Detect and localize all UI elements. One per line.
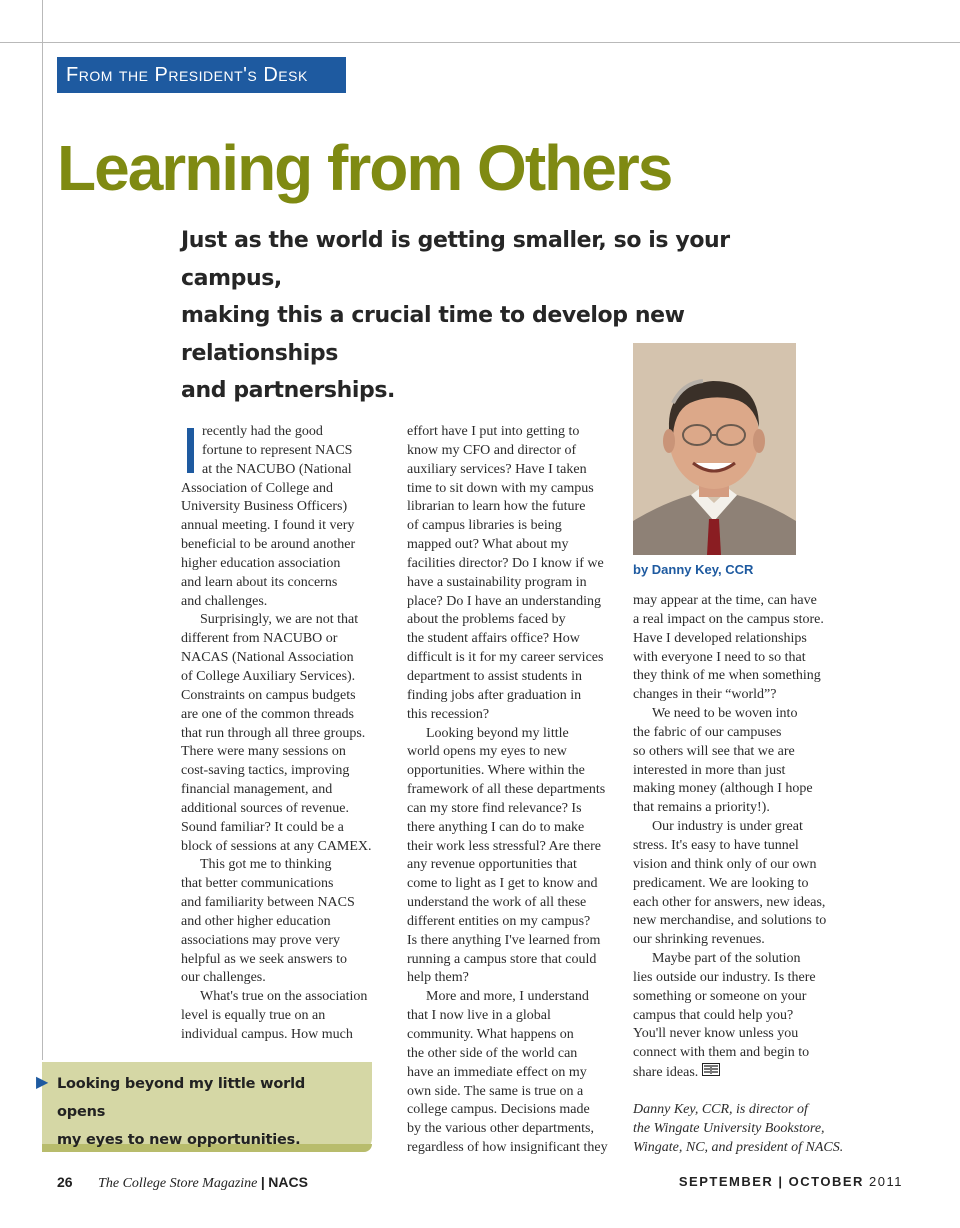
text-line: that I now live in a global (407, 1008, 551, 1024)
text-line: making money (although I hope (633, 781, 813, 797)
text-line: difficult is it for my career services (407, 650, 604, 666)
footer-left (57, 1174, 308, 1192)
text-line: cost-saving tactics, improving (181, 763, 350, 779)
text-line: that run through all three groups. (181, 725, 366, 741)
text-line: of campus libraries is being (407, 518, 562, 534)
text-line: Surprisingly, we are not that (200, 612, 359, 628)
text-line: time to sit down with my campus (407, 480, 594, 496)
left-rule (42, 0, 43, 1060)
issue-months: SEPTEMBER | OCTOBER (678, 1174, 864, 1189)
text-line: come to light as I get to know and (407, 876, 598, 892)
text-line: annual meeting. I found it very (181, 518, 355, 534)
text-line: know my CFO and director of (407, 442, 577, 458)
text-line (633, 1063, 845, 1083)
text-line: opportunities. Where within the (407, 763, 585, 779)
bio-line: Danny Key, CCR, is director of (633, 1102, 808, 1117)
deck-line: making this a crucial time to develop new relationships (181, 303, 685, 366)
text-line: Have I developed relationships (633, 630, 807, 646)
text-line: and other higher education (181, 913, 331, 929)
text-line: Sound familiar? It could be a (181, 819, 344, 835)
text-line: Association of College and (181, 480, 334, 496)
text-line: campus that could help you? (633, 1007, 794, 1023)
text-line: fortune to represent NACS (202, 442, 353, 458)
text-line: framework of all these departments (407, 782, 606, 798)
text-line: vision and think only of our own (633, 856, 817, 872)
text-line: Maybe part of the solution (652, 951, 801, 967)
text-line: the fabric of our campuses (633, 724, 782, 740)
text-line: by the various other departments, (407, 1121, 595, 1137)
issue-year: 2011 (869, 1174, 903, 1189)
text-line: You'll never know unless you (633, 1026, 799, 1042)
text-line: connect with them and begin to (633, 1045, 810, 1061)
footer-right (679, 1174, 903, 1189)
text-line: department to assist students in (407, 668, 582, 684)
text-line: beneficial to be around another (181, 537, 356, 553)
text-line: a real impact on the campus store. (633, 611, 824, 627)
pull-quote-line: Looking beyond my little world opens (57, 1076, 306, 1120)
text-line: higher education association (181, 555, 341, 571)
text-line: that better communications (181, 876, 334, 892)
pull-quote-line: my eyes to new opportunities. (57, 1132, 301, 1148)
text-line: the student affairs office? How (407, 631, 580, 647)
text-line: each other for answers, new ideas, (633, 894, 826, 910)
text-line: about the problems faced by (407, 612, 566, 628)
text-line: this recession? (407, 706, 490, 722)
magazine-name: The College Store Magazine (98, 1176, 258, 1191)
text-line: have an immediate effect on my (407, 1064, 587, 1080)
pull-quote-text (57, 1070, 357, 1154)
text-line: predicament. We are looking to (633, 875, 809, 891)
footer-separator: | (260, 1174, 265, 1190)
text-line: More and more, I understand (426, 989, 589, 1005)
page-number: 26 (57, 1174, 73, 1190)
text-line: stress. It's easy to have tunnel (633, 837, 799, 853)
article-column-1 (181, 423, 393, 1045)
text-line: there anything I can do to make (407, 819, 585, 835)
text-line: financial management, and (181, 782, 333, 798)
text-line: helpful as we seek answers to (181, 951, 348, 967)
text-line: so others will see that we are (633, 743, 795, 759)
deck-line: and partnerships. (181, 378, 396, 403)
text-line: auxiliary services? Have I taken (407, 461, 587, 477)
author-photo (633, 343, 796, 555)
text-line: at the NACUBO (National (202, 461, 352, 477)
text-line: Constraints on campus budgets (181, 687, 356, 703)
text-line: and challenges. (181, 593, 268, 609)
text-line: librarian to learn how the future (407, 499, 586, 515)
article-title: Learning from Others (57, 132, 672, 204)
text-line: world opens my eyes to new (407, 744, 567, 760)
text-line: Our industry is under great (652, 819, 803, 835)
text-line: University Business Officers) (181, 499, 348, 515)
text-line: own side. The same is true on a (407, 1083, 584, 1099)
text-line: understand the work of all these (407, 895, 587, 911)
text-line: are one of the common threads (181, 706, 354, 722)
text-line: finding jobs after graduation in (407, 687, 582, 703)
text-line: level is equally true on an (181, 1008, 326, 1024)
text-line: something or someone on your (633, 988, 807, 1004)
text-line: different from NACUBO or (181, 631, 338, 647)
article-column-2 (407, 423, 619, 1158)
text-line: Is there anything I've learned from (407, 932, 601, 948)
author-byline: by Danny Key, CCR (633, 562, 754, 577)
text-line: What's true on the association (200, 989, 368, 1005)
section-tag: From the President's Desk (57, 57, 346, 93)
book-end-mark-icon (702, 1063, 720, 1082)
deck-line: Just as the world is getting smaller, so is your campus, (181, 228, 730, 291)
text-line: changes in their “world”? (633, 687, 777, 703)
text-line: block of sessions at any CAMEX. (181, 838, 372, 854)
text-line: any revenue opportunities that (407, 857, 577, 873)
text-line: regardless of how insignificant they (407, 1140, 608, 1156)
text-line: their work less stressful? Are there (407, 838, 601, 854)
top-rule (0, 42, 960, 43)
author-bio (633, 1100, 843, 1157)
text-line: they think of me when something (633, 668, 821, 684)
article-column-3 (633, 592, 845, 1083)
bio-line: the Wingate University Bookstore, (633, 1121, 825, 1136)
text-line: our challenges. (181, 970, 266, 986)
text-line: can my store find relevance? Is (407, 800, 582, 816)
text-line: We need to be woven into (652, 706, 798, 722)
text-line: that remains a priority!). (633, 800, 770, 816)
text-line: additional sources of revenue. (181, 800, 349, 816)
text-line: facilities director? Do I know if we (407, 555, 604, 571)
text-line: of College Auxiliary Services). (181, 668, 356, 684)
text-line: individual campus. How much (181, 1027, 353, 1042)
text-line: effort have I put into getting to (407, 424, 580, 439)
text-line: NACAS (National Association (181, 650, 354, 666)
text-line: help them? (407, 970, 469, 986)
text-line: have a sustainability program in (407, 574, 587, 590)
text-line: lies outside our industry. Is there (633, 969, 816, 985)
text-line: community. What happens on (407, 1027, 574, 1042)
text-line: our shrinking revenues. (633, 932, 765, 948)
pull-quote-arrow-icon: ▶ (36, 1074, 49, 1091)
text-line: college campus. Decisions made (407, 1102, 590, 1118)
pull-quote (36, 1062, 372, 1152)
text-line: may appear at the time, can have (633, 593, 817, 608)
text-line: with everyone I need to so that (633, 649, 806, 665)
text-line: recently had the good (202, 424, 323, 439)
text-line-content: share ideas. (633, 1065, 699, 1081)
text-line: place? Do I have an understanding (407, 593, 601, 609)
text-line: Looking beyond my little (426, 725, 569, 741)
bio-line: Wingate, NC, and president of NACS. (633, 1140, 844, 1155)
text-line: This got me to thinking (200, 857, 332, 873)
text-line: mapped out? What about my (407, 537, 569, 553)
text-line: different entities on my campus? (407, 913, 591, 929)
text-line: interested in more than just (633, 762, 786, 778)
text-line: and learn about its concerns (181, 574, 338, 590)
organization-name: NACS (268, 1174, 308, 1190)
text-line: running a campus store that could (407, 951, 597, 967)
text-line: associations may prove very (181, 932, 341, 948)
text-line: the other side of the world can (407, 1045, 578, 1061)
text-line: and familiarity between NACS (181, 895, 355, 911)
text-line: There were many sessions on (181, 744, 346, 760)
text-line: new merchandise, and solutions to (633, 913, 827, 929)
